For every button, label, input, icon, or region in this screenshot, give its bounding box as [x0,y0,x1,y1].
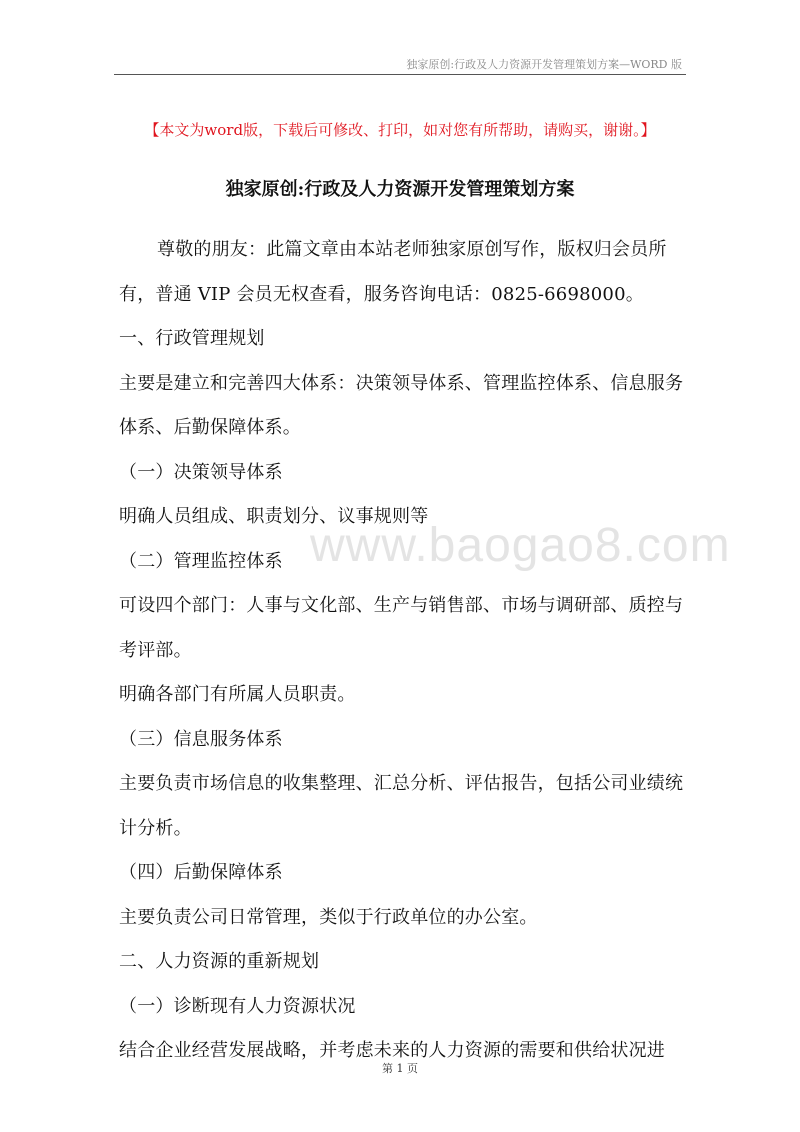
paragraph: 明确人员组成、职责划分、议事规则等 [119,506,429,527]
paragraph: 明确各部门有所属人员职责。 [119,684,356,705]
subsection-heading: （一）决策领导体系 [119,461,283,483]
paragraph: 主要负责市场信息的收集整理、汇总分析、评估报告，包括公司业绩统计分析。 [119,773,684,839]
download-notice: 【本文为word版，下载后可修改、打印，如对您有所帮助，请购买，谢谢。】 [144,121,656,139]
paragraph: 可设四个部门：人事与文化部、生产与销售部、市场与调研部、质控与考评部。 [119,595,684,661]
subsection-heading: （三）信息服务体系 [119,728,283,750]
section-heading: 二、人力资源的重新规划 [119,951,320,972]
header-divider [114,74,686,75]
page-number: 第 1 页 [382,1062,418,1075]
subsection-heading: （四）后勤保障体系 [119,862,283,883]
watermark: www.baogao8.com [310,519,731,572]
document-title: 独家原创:行政及人力资源开发管理策划方案 [225,179,575,200]
paragraph-intro: 尊敬的朋友：此篇文章由本站老师独家原创写作，版权归会员所有，普通 VIP 会员无权查看，服务咨询电话：0825-6698000。 [119,239,667,305]
paragraph: 主要是建立和完善四大体系：决策领导体系、管理监控体系、信息服务体系、后勤保障体系。 [119,372,684,438]
document-body [119,228,691,1074]
section-heading: 一、行政管理规划 [119,328,265,349]
paragraph: 结合企业经营发展战略，并考虑未来的人力资源的需要和供给状况进 [119,1040,665,1061]
page-header-text: 独家原创:行政及人力资源开发管理策划方案—WORD 版 [406,58,682,71]
subsection-heading: （二）管理监控体系 [119,550,283,572]
paragraph: 主要负责公司日常管理，类似于行政单位的办公室。 [119,906,538,928]
subsection-heading: （一）诊断现有人力资源状况 [119,995,356,1017]
